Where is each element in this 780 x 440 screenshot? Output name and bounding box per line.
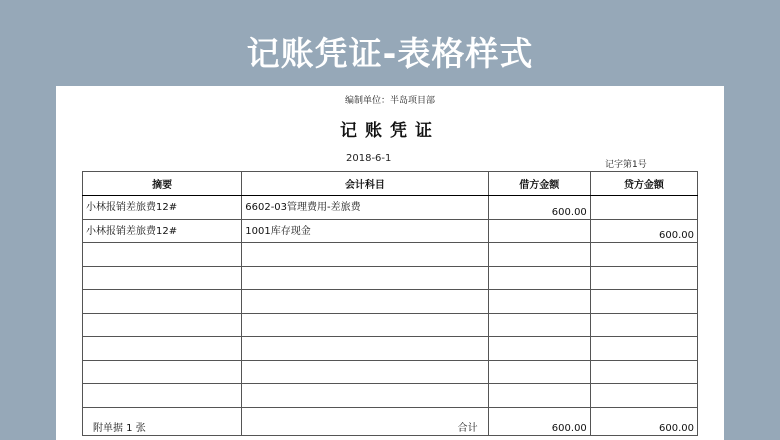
row-summary[interactable] xyxy=(83,266,242,290)
header-summary: 摘要 xyxy=(83,172,242,196)
voucher-title: 记账凭证 xyxy=(340,121,440,141)
row-credit[interactable]: 600.00 xyxy=(590,219,697,243)
header-debit: 借方金额 xyxy=(488,172,590,196)
row-debit[interactable] xyxy=(488,243,590,267)
row-credit[interactable] xyxy=(590,384,697,408)
table-row xyxy=(83,290,698,314)
row-summary[interactable] xyxy=(83,337,242,361)
row-credit[interactable] xyxy=(590,337,697,361)
total-debit: 600.00 xyxy=(488,407,590,435)
header-account: 会计科目 xyxy=(242,172,488,196)
row-debit[interactable] xyxy=(488,313,590,337)
header-credit: 贷方金额 xyxy=(590,172,697,196)
row-account[interactable] xyxy=(242,290,488,314)
row-summary[interactable] xyxy=(83,313,242,337)
row-summary[interactable] xyxy=(83,290,242,314)
voucher-number: 记字第1号 xyxy=(605,160,647,170)
voucher-sheet xyxy=(56,86,724,440)
row-account[interactable] xyxy=(242,243,488,267)
row-summary[interactable]: 小林报销差旅费12# xyxy=(83,219,242,243)
row-credit[interactable] xyxy=(590,243,697,267)
row-account[interactable] xyxy=(242,384,488,408)
row-debit[interactable] xyxy=(488,337,590,361)
row-account[interactable] xyxy=(242,337,488,361)
table-row xyxy=(83,360,698,384)
total-row xyxy=(83,407,698,435)
row-debit[interactable]: 600.00 xyxy=(488,196,590,220)
voucher-date: 2018-6-1 xyxy=(346,153,392,164)
preparing-unit: 编制单位：半岛项目部 xyxy=(344,96,435,106)
row-credit[interactable] xyxy=(590,290,697,314)
attachments-count: 附单据 1 张 xyxy=(83,407,242,435)
table-header-row xyxy=(83,172,698,196)
row-debit[interactable] xyxy=(488,290,590,314)
table-row xyxy=(83,243,698,267)
row-debit[interactable] xyxy=(488,384,590,408)
row-account[interactable]: 1001库存现金 xyxy=(242,219,488,243)
row-credit[interactable] xyxy=(590,266,697,290)
row-debit[interactable] xyxy=(488,266,590,290)
banner-title: 记账凭证-表格样式 xyxy=(246,34,534,73)
row-credit[interactable] xyxy=(590,360,697,384)
row-summary[interactable] xyxy=(83,243,242,267)
table-row xyxy=(83,266,698,290)
table-row xyxy=(83,384,698,408)
row-credit[interactable] xyxy=(590,313,697,337)
row-summary[interactable]: 小林报销差旅费12# xyxy=(83,196,242,220)
row-account[interactable] xyxy=(242,266,488,290)
table-row xyxy=(83,337,698,361)
row-debit[interactable] xyxy=(488,219,590,243)
total-label: 合计 xyxy=(242,407,488,435)
row-credit[interactable] xyxy=(590,196,697,220)
row-summary[interactable] xyxy=(83,384,242,408)
table-row xyxy=(83,196,698,220)
voucher-table xyxy=(82,171,698,436)
table-row xyxy=(83,219,698,243)
row-account[interactable]: 6602-03管理费用-差旅费 xyxy=(242,196,488,220)
row-debit[interactable] xyxy=(488,360,590,384)
row-account[interactable] xyxy=(242,313,488,337)
total-credit: 600.00 xyxy=(590,407,697,435)
table-row xyxy=(83,313,698,337)
row-summary[interactable] xyxy=(83,360,242,384)
row-account[interactable] xyxy=(242,360,488,384)
